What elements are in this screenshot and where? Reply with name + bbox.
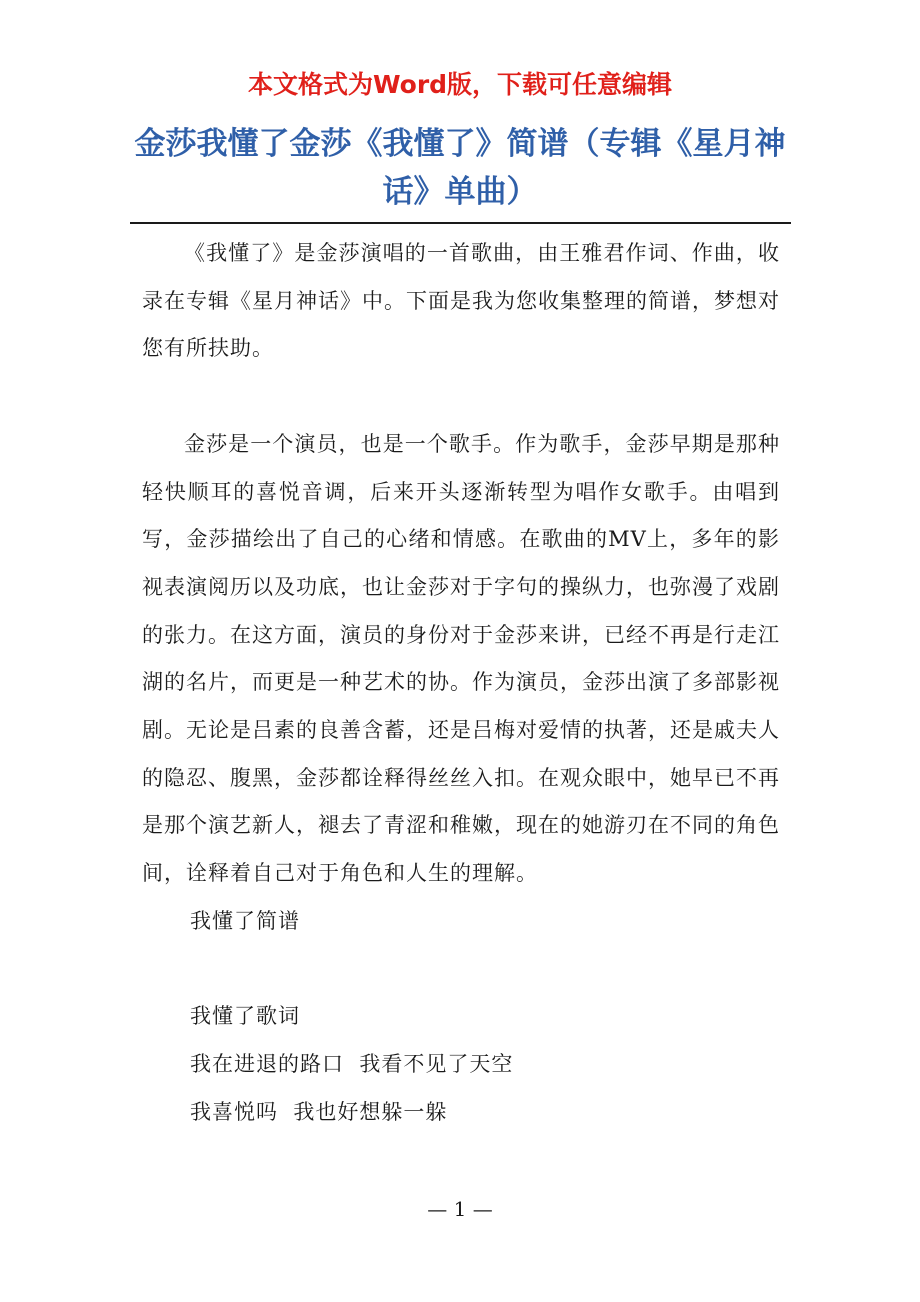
lyrics-heading: 我懂了歌词	[190, 1004, 300, 1029]
lyric-line: 我在进退的路口 我看不见了天空	[190, 1051, 514, 1076]
download-notice-banner: 本文格式为Word版，下载可任意编辑	[247, 70, 673, 99]
bio-paragraph: 金莎是一个演员，也是一个歌手。作为歌手，金莎早期是那种轻快顺耳的喜悦音调，后来开头逐渐转型为唱作女歌手。由唱到写，金莎描绘出了自己的心绪和情感。在歌曲的MV上，多年的影视表演阅历以及功底，也让金莎对于字句的操纵力，也弥漫了戏剧的张力。在这方面，演员的身份对于金莎来讲，已经不再是行走江湖的名片，而更是一种艺术的协。作为演员，金莎出演了多部影视剧。无论是吕素的良善含蓄，还是吕梅对爱情的执著，还是戚夫人的隐忍、腹黑，金莎都诠释得丝丝入扣。在观众眼中，她早已不再是那个演艺新人，褪去了青涩和稚嫩，现在的她游刃在不同的角色间，诠释着自己对于角色和人生的理解。	[142, 431, 780, 886]
page-number: — 1 —	[427, 1197, 493, 1221]
score-heading: 我懂了简谱	[190, 908, 300, 933]
document-body	[142, 230, 780, 1136]
paragraph-spacer	[142, 373, 780, 421]
document-title: 金莎我懂了金莎《我懂了》简谱（专辑《星月神话》单曲）	[134, 126, 786, 210]
title-divider	[130, 222, 791, 224]
section-spacer	[142, 946, 780, 994]
intro-paragraph: 《我懂了》是金莎演唱的一首歌曲，由王雅君作词、作曲，收录在专辑《星月神话》中。下面是我为您收集整理的简谱，梦想对您有所扶助。	[142, 241, 780, 361]
lyric-line: 我喜悦吗 我也好想躲一躲	[190, 1099, 448, 1124]
